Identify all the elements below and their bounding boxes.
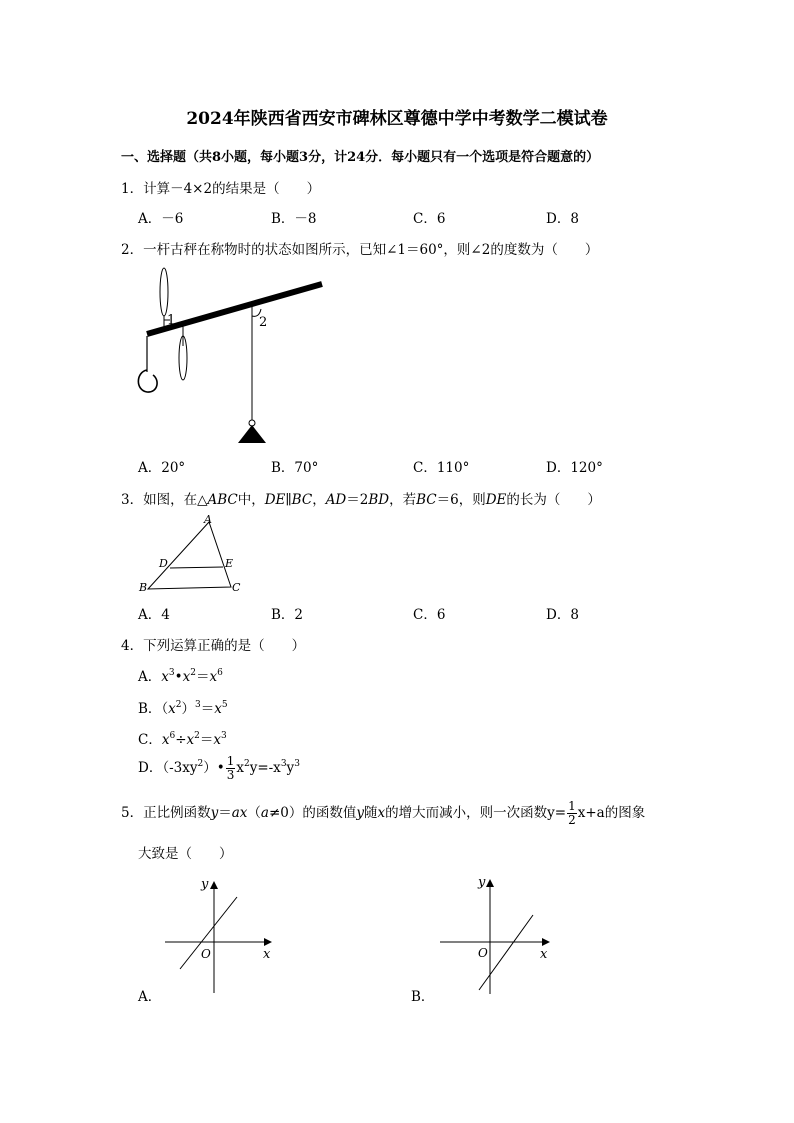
q5-option-a[interactable]: A． — [138, 989, 162, 1005]
x-label: x — [540, 947, 548, 962]
math-var: x — [168, 701, 176, 717]
stem-text: ，若 — [389, 492, 417, 508]
question-3 — [121, 488, 601, 508]
math-op: ＝ — [195, 669, 210, 685]
stem-var: DE — [264, 492, 286, 508]
q2-option-c[interactable]: C．110° — [413, 460, 470, 476]
origin-label: O — [478, 946, 488, 960]
q1-option-a[interactable]: A．－6 — [138, 211, 184, 227]
option-label: B． — [138, 701, 162, 717]
exponent: 2 — [243, 759, 250, 769]
q5-option-b[interactable]: B． — [411, 989, 435, 1005]
stem-text: ＝2 — [346, 492, 369, 508]
exponent: 6 — [169, 731, 176, 741]
label-b: B — [139, 581, 148, 594]
denominator: 3 — [226, 768, 235, 782]
stem-text: ＝ — [218, 805, 232, 821]
math-var: x — [186, 732, 195, 748]
func-expr: y= — [547, 805, 567, 821]
graph-a — [160, 872, 280, 997]
triangle-figure — [136, 512, 246, 594]
q1-option-d[interactable]: D．8 — [546, 211, 579, 227]
question-number: 4． — [121, 638, 144, 654]
y-label: y — [478, 875, 486, 890]
stem-text: 中， — [237, 492, 265, 508]
question-stem: 下列运算正确的是（ ） — [143, 638, 306, 654]
triangle-abc — [148, 522, 234, 589]
math-expr: ）• — [203, 760, 225, 776]
stem-text: 随 — [364, 805, 378, 821]
q3-option-b[interactable]: B．2 — [271, 607, 304, 623]
steelyard-figure — [130, 262, 330, 447]
origin-label: O — [201, 947, 211, 961]
math-op: （ — [161, 701, 169, 717]
math-var: x — [161, 669, 169, 685]
math-expr: y — [286, 760, 295, 776]
stem-text: 的图象 — [604, 805, 646, 821]
math-op: ） — [181, 701, 196, 717]
question-4 — [121, 634, 305, 654]
option-label: D． — [138, 760, 163, 776]
page-title: 2024年陕西省西安市碑林区尊德中学中考数学二模试卷 — [186, 109, 608, 129]
section-heading: 一、选择题（共8小题，每小题3分，计24分．每小题只有一个选项是符合题意的） — [121, 150, 600, 165]
question-5-line2: 大致是（ ） — [138, 846, 233, 862]
question-number: 1． — [121, 181, 144, 197]
q2-option-d[interactable]: D．120° — [546, 460, 603, 476]
func-expr: x+a — [577, 805, 605, 821]
stem-var: ax — [231, 805, 248, 821]
option-label: A． — [138, 669, 162, 685]
stem-text: ， — [312, 492, 326, 508]
math-expr: y=-x — [249, 760, 281, 776]
exponent: 3 — [280, 759, 287, 769]
q4-option-c[interactable] — [138, 728, 227, 748]
math-expr: （-3xy — [162, 760, 198, 776]
exponent: 3 — [195, 700, 201, 710]
exponent: 3 — [221, 731, 227, 741]
q1-option-b[interactable]: B．－8 — [271, 211, 317, 227]
option-label: C． — [138, 732, 162, 748]
question-stem: 一杆古秤在称物时的状态如图所示，已知∠1＝60°，则∠2的度数为（ ） — [143, 242, 599, 258]
stem-var: ABC — [207, 492, 238, 508]
q3-option-a[interactable]: A．4 — [138, 607, 170, 623]
math-op: ＝ — [200, 701, 215, 717]
q3-option-d[interactable]: D．8 — [546, 607, 579, 623]
hook-icon — [138, 370, 157, 392]
denominator: 2 — [568, 813, 576, 827]
exponent: 3 — [294, 759, 300, 769]
stem-var: a — [260, 805, 269, 821]
hanging-rope-top — [160, 268, 168, 316]
math-var: x — [182, 669, 191, 685]
graph-b — [435, 870, 560, 997]
exponent: 2 — [190, 668, 196, 678]
exponent: 2 — [175, 700, 182, 710]
segment-de — [170, 567, 223, 568]
y-axis-arrow-icon — [486, 879, 494, 887]
question-1 — [121, 177, 320, 197]
math-op: ＝ — [199, 732, 214, 748]
x-label: x — [263, 947, 271, 962]
question-number: 2． — [121, 242, 144, 258]
math-var: x — [213, 732, 221, 748]
exponent: 3 — [168, 668, 175, 678]
math-var: x — [161, 732, 170, 748]
math-op: • — [174, 669, 183, 685]
exponent: 5 — [221, 700, 228, 710]
label-e: E — [225, 557, 234, 570]
label-c: C — [232, 581, 241, 594]
question-5 — [121, 800, 645, 827]
stem-text: （ — [247, 805, 261, 821]
exponent: 2 — [194, 731, 200, 741]
label-a: A — [204, 513, 212, 526]
angle-1-label: 1 — [167, 313, 176, 328]
stem-var: BC — [416, 492, 437, 508]
label-d: D — [159, 557, 168, 570]
stem-text: ∥ — [285, 492, 292, 508]
stem-text: ＝6，则 — [436, 492, 486, 508]
math-op: ÷ — [175, 732, 187, 748]
question-stem: 计算－4×2的结果是（ ） — [143, 181, 321, 197]
stem-text: 如图，在△ — [143, 492, 208, 508]
stem-var: BD — [368, 492, 390, 508]
stem-var: y — [356, 805, 365, 821]
weight-triangle-icon — [238, 425, 266, 443]
stem-var: AD — [325, 492, 347, 508]
exponent: 6 — [217, 668, 223, 678]
fraction-one-third — [226, 755, 236, 782]
stem-var: y — [210, 805, 219, 821]
angle-2-label: 2 — [259, 315, 268, 330]
q4-option-d[interactable] — [138, 755, 300, 782]
numerator: 1 — [568, 799, 576, 813]
q2-option-a[interactable]: A．20° — [138, 460, 186, 476]
exponent: 2 — [197, 759, 204, 769]
stem-var: x — [377, 805, 386, 821]
stem-text: 的增大而减小，则一次函数 — [385, 805, 548, 821]
x-axis-arrow-icon — [264, 938, 272, 946]
fraction-one-half — [567, 800, 577, 827]
question-number: 5． — [121, 805, 144, 821]
stem-var: BC — [291, 492, 313, 508]
question-number: 3． — [121, 492, 144, 508]
q3-option-c[interactable]: C．6 — [413, 607, 446, 623]
numerator: 1 — [226, 754, 235, 768]
x-axis-arrow-icon — [542, 938, 550, 946]
stem-var: DE — [485, 492, 507, 508]
stem-text: 的长为（ ） — [506, 492, 601, 508]
question-2 — [121, 238, 598, 258]
y-label: y — [201, 877, 209, 892]
stem-text: ≠0）的函数值 — [268, 805, 357, 821]
math-var: x — [214, 701, 222, 717]
q4-option-b[interactable] — [138, 697, 228, 717]
q2-option-b[interactable]: B．70° — [271, 460, 319, 476]
q4-option-a[interactable] — [138, 665, 223, 685]
y-axis-arrow-icon — [210, 881, 218, 889]
stem-text: 正比例函数 — [143, 805, 211, 821]
q1-option-c[interactable]: C．6 — [413, 211, 446, 227]
math-expr: x — [236, 760, 244, 776]
math-var: x — [209, 669, 218, 685]
